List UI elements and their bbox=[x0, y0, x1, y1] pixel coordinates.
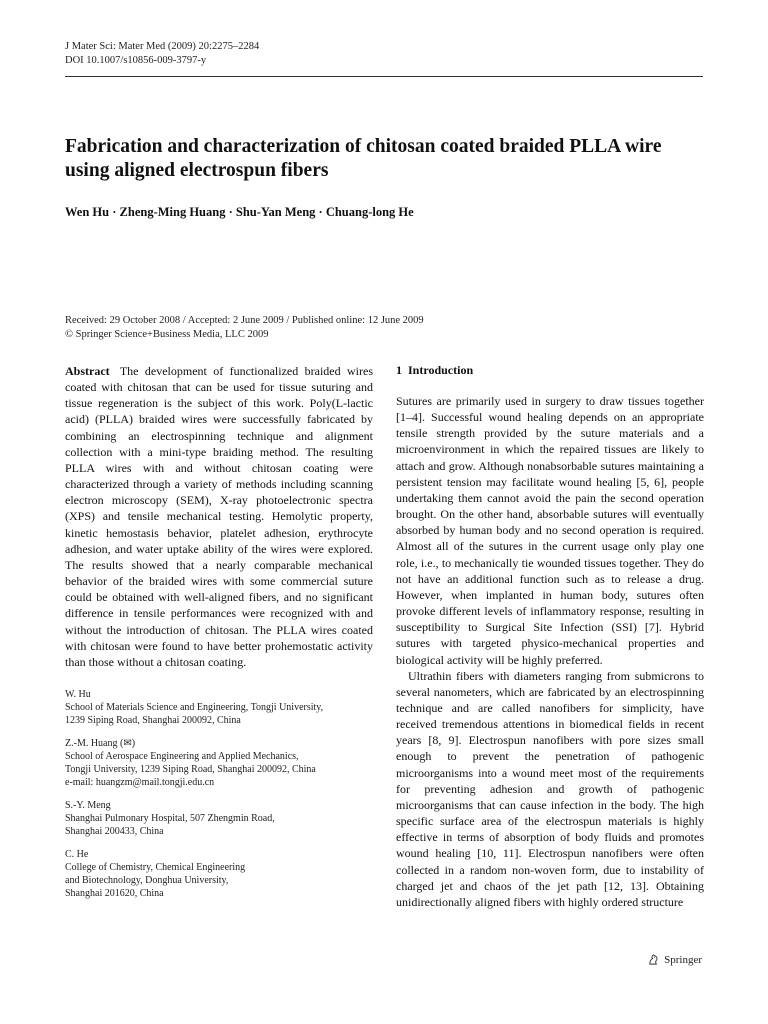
publisher-footer bbox=[647, 953, 702, 966]
affiliation-line: School of Materials Science and Engineering, Tongji University, bbox=[65, 701, 324, 713]
abstract-heading: Abstract bbox=[65, 364, 110, 378]
affiliations bbox=[65, 688, 373, 900]
author-list: Wen Hu · Zheng-Ming Huang · Shu-Yan Meng · Chuang-long He bbox=[65, 205, 414, 219]
intro-paragraph: Ultrathin fibers with diameters ranging from submicrons to several nanometers, which are fabricated by an electrospinning technique and are called nanofibers for simplicity, have received tremendous attentions in biomedical fields in recent years [8, 9]. Electrospun nanofibers with pore sizes small enough to prevent the penetration of pathogenic microorganisms into a wound meet most of the requirements for preventing adhesion and growth of pathogenic microorganisms that can cause infection in the body. The high specific surface area of the electrospun materials is highly effective in terms of absorption of body fluids and promotes wound healing [10, 11]. Electrospun nanofibers were often collected in a random non-woven form, due to instability of charged jet and chaos of the jet path [12, 13]. Obtaining unidirectionally aligned fibers with highly ordered structure bbox=[396, 668, 704, 909]
affiliation-meng bbox=[65, 799, 373, 838]
article-title: Fabrication and characterization of chitosan coated braided PLLA wire using aligned electrospun fibers bbox=[65, 136, 662, 181]
affiliation-name: S.-Y. Meng bbox=[65, 799, 111, 811]
publisher-name: Springer bbox=[664, 953, 702, 966]
affiliation-line: and Biotechnology, Donghua University, bbox=[65, 874, 229, 886]
abstract-text: The development of functionalized braided wires coated with chitosan that can be used for tissue suturing and tissue regeneration is the subject of this work. Poly(L-lactic acid) (PLLA) braided wires were successfully fabricated by combining an electrospinning technique and alignment collection with a mini-type braiding method. The resulting PLLA wires with and without chitosan coating were characterized through a variety of methods including scanning electron microscopy (SEM), X-ray photoelectronic spectra (XPS) and tensile mechanical testing. Hemolytic property, kinetic hemostasis behavior, platelet adhesion, erythrocyte adhesion, and water uptake ability of the wires were explored. The results showed that a nearly comparable mechanical behavior of the braided wires with some commercial suture could be obtained with well-aligned fibers, and no significant difference in tensile performances were recognized with and without the introduction of chitosan. The PLLA wires coated with chitosan were found to have better prohemostatic activity than those without a chitosan coating. bbox=[65, 364, 373, 669]
affiliation-hu bbox=[65, 688, 373, 727]
affiliation-line: Shanghai Pulmonary Hospital, 507 Zhengmin Road, bbox=[65, 812, 275, 824]
affiliation-name: C. He bbox=[65, 848, 89, 860]
journal-header bbox=[65, 40, 259, 68]
affiliation-line: School of Aerospace Engineering and Applied Mechanics, bbox=[65, 750, 299, 762]
copyright: © Springer Science+Business Media, LLC 2009 bbox=[65, 329, 269, 340]
affiliation-line: College of Chemistry, Chemical Engineering bbox=[65, 861, 246, 873]
publication-info bbox=[65, 314, 705, 342]
springer-horse-icon bbox=[647, 953, 660, 966]
affiliation-name: Z.-M. Huang (✉) bbox=[65, 737, 136, 749]
affiliation-huang bbox=[65, 737, 373, 789]
intro-paragraph: Sutures are primarily used in surgery to draw tissues together [1–4]. Successful wound healing depends on an appropriate tensile strength provided by the suture materials and a microenvironment in which the repaired tissues are likely to attach and grow. Although nonabsorbable sutures maintaining a persistent tension may facilitate wound healing [5, 6], people undertaking them cannot avoid the pain the second operation brought. On the other hand, absorbable sutures will eventually absorbed by human body and no second operation is required. Almost all of the sutures in the current usage only play one role, i.e., to mechanically tie wounded tissues together. They do not have an additional function such as to release a drug. However, when implanted in human body, sutures often provoke different levels of inflammatory response, resulting in susceptibility to Surgical Site Infection (SSI) [7]. Hybrid sutures with targeted physico-mechanical properties and biological activity will be highly preferred. bbox=[396, 394, 704, 667]
email-link[interactable]: e-mail: huangzm@mail.tongji.edu.cn bbox=[65, 776, 215, 788]
section-title: Introduction bbox=[408, 363, 474, 377]
doi[interactable]: DOI 10.1007/s10856-009-3797-y bbox=[65, 55, 207, 66]
abstract bbox=[65, 363, 373, 670]
affiliation-line: Shanghai 201620, China bbox=[65, 887, 164, 899]
header-rule bbox=[65, 76, 703, 77]
affiliation-he bbox=[65, 848, 373, 900]
journal-citation: J Mater Sci: Mater Med (2009) 20:2275–2284 bbox=[65, 41, 260, 52]
publication-dates: Received: 29 October 2008 / Accepted: 2 June 2009 / Published online: 12 June 2009 bbox=[65, 315, 424, 326]
affiliation-line: 1239 Siping Road, Shanghai 200092, China bbox=[65, 714, 241, 726]
affiliation-line: Tongji University, 1239 Siping Road, Shanghai 200092, China bbox=[65, 763, 316, 775]
section-number: 1 bbox=[396, 363, 402, 377]
affiliation-name: W. Hu bbox=[65, 688, 91, 700]
affiliation-line: Shanghai 200433, China bbox=[65, 825, 164, 837]
section-heading-introduction bbox=[396, 362, 704, 378]
left-column bbox=[65, 363, 373, 910]
right-column bbox=[396, 362, 704, 910]
